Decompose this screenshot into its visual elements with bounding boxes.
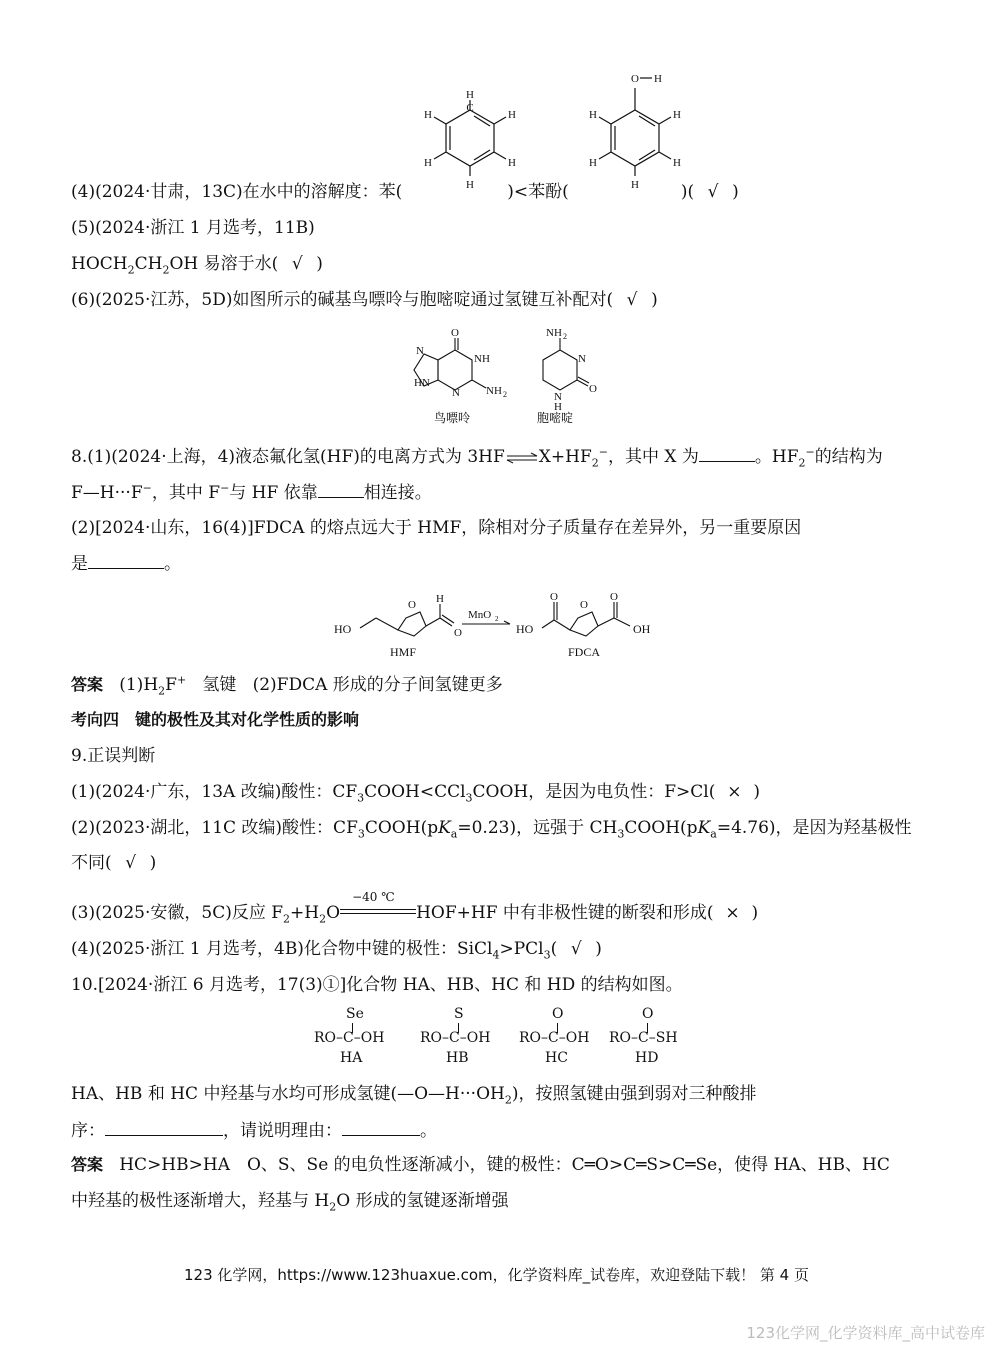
answer-2-l2-sub: 2: [329, 1200, 337, 1214]
q8-line4: [71, 552, 181, 575]
q9-l5-sub2: 3: [543, 948, 551, 962]
svg-text:H: H: [508, 109, 516, 121]
q6-close: ): [651, 290, 658, 310]
q6-mark: √: [626, 290, 638, 310]
hmf-o-ring: O: [408, 599, 416, 611]
q8-l1-b: X+HF: [538, 447, 592, 467]
fdca-label: FDCA: [568, 645, 601, 659]
q4-text: (4)(2024·甘肃，13C)在水中的溶解度：苯(: [71, 182, 403, 202]
fdca-oh: OH: [633, 622, 651, 636]
svg-text:N: N: [554, 391, 562, 403]
q9-line2: [71, 817, 912, 839]
q10-l3-c: 。: [420, 1121, 437, 1141]
q10-line2: [71, 1083, 756, 1105]
q8-l1-e: 的结构为: [814, 447, 883, 467]
q9-l4-mark: ×: [725, 903, 740, 923]
equilibrium-arrow: [505, 451, 539, 465]
q9-l2-ka: a: [450, 827, 458, 841]
svg-text:H: H: [466, 179, 474, 191]
q8-l4-b: 。: [164, 554, 181, 574]
q9-l4-sub1: 2: [283, 912, 291, 926]
acid-hb-name: HB: [446, 1050, 469, 1066]
acid-ha-c: C: [343, 1030, 354, 1046]
page-footer: 123 化学网，https://www.123huaxue.com，化学资料库_试卷库，欢迎登陆下载！ 第 4 页: [184, 1266, 809, 1284]
q4-line: [71, 181, 739, 203]
q8-blank-reason[interactable]: [88, 552, 164, 569]
q9-l3-close: ): [149, 853, 157, 873]
svg-text:N: N: [416, 345, 424, 357]
q9-l1-c: COOH，是因为电负性：F>Cl(: [472, 782, 716, 802]
reaction-condition: [340, 890, 416, 918]
acid-hb-c: C: [449, 1030, 460, 1046]
q5-formula-c: OH 易溶于水(: [169, 254, 279, 274]
q9-l5-close: ): [595, 939, 602, 959]
q5-sub-a: 2: [127, 263, 135, 277]
q8-blank-x[interactable]: [699, 445, 755, 462]
svg-text:H: H: [673, 109, 681, 121]
q9-line4: [71, 890, 759, 926]
acid-hd-top: O: [642, 1006, 654, 1022]
guanine-caption: 鸟嘌呤: [434, 411, 471, 425]
q9-l2-k: K: [438, 818, 451, 838]
q8-line3: [71, 517, 801, 539]
q8-l2-c: 与 HF 依靠: [229, 483, 318, 503]
svg-text:O: O: [451, 327, 459, 339]
q9-line3: [71, 852, 156, 874]
q9-l3-a: 不同(: [71, 853, 112, 873]
acid-hd-name: HD: [635, 1050, 659, 1066]
q5-sub-b: 2: [162, 263, 170, 277]
q9-title: 9.正误判断: [71, 746, 156, 766]
svg-text:H: H: [424, 157, 432, 169]
q10-l2-a: HA、HB 和 HC 中羟基与水均可形成氢键(—O—H···OH: [71, 1084, 505, 1104]
acid-hd: [607, 1006, 697, 1068]
fdca-ho: HO: [516, 622, 534, 636]
q9-l2-d: COOH(p: [624, 818, 698, 838]
hmf-label: HMF: [390, 645, 417, 659]
q10-l3-a: 序：: [71, 1121, 105, 1141]
q8-l2-b: ，其中 F: [151, 483, 221, 503]
cytosine-caption: 胞嘧啶: [537, 411, 574, 425]
acid-hc-c: C: [548, 1030, 559, 1046]
svg-text:N: N: [452, 387, 460, 399]
q9-l1-sub2: 3: [465, 791, 473, 805]
reaction-condition-text: −40 ℃: [352, 890, 395, 904]
q9-l5-a: (4)(2025·浙江 1 月选考，4B)化合物中键的极性：SiCl: [71, 939, 493, 959]
q10-blank-reason[interactable]: [342, 1119, 420, 1136]
acid-hd-left: RO: [609, 1030, 632, 1046]
svg-text:H: H: [673, 157, 681, 169]
base-pair-structures: [400, 322, 600, 430]
q9-line1: [71, 781, 760, 803]
answer-1-c: 氢键: [202, 675, 237, 695]
q9-line5: [71, 938, 602, 960]
q8-l2-d: 相连接。: [363, 483, 432, 503]
acid-ha-left: RO: [314, 1030, 337, 1046]
svg-text:NH: NH: [474, 353, 490, 365]
q4-close: ): [732, 182, 739, 202]
acid-hc-top: O: [552, 1006, 564, 1022]
acid-hb-top: S: [454, 1006, 464, 1022]
answer-1-a: (1)H: [119, 675, 159, 695]
svg-text:O: O: [550, 591, 558, 603]
acid-ha-chain: RO–C–OH: [314, 1030, 385, 1046]
answer-1-sup: +: [176, 673, 187, 687]
acid-hb-right: OH: [466, 1030, 491, 1046]
q8-l2-sup: −: [142, 481, 152, 495]
reagent-sub: 2: [495, 615, 499, 623]
answer-2-l1: HC>HB>HA O、S、Se 的电负性逐渐减小，键的极性：C═O>C═S>C═Se，使得 HA、HB、HC: [119, 1155, 890, 1175]
q8-line2: [71, 481, 432, 504]
q8-l3: (2)[2024·山东，16(4)]FDCA 的熔点远大于 HMF，除相对分子质量存在差异外，另一重要原因: [71, 518, 802, 538]
acid-hb: [418, 1006, 508, 1068]
q8-sup-minus: −: [598, 445, 608, 459]
q8-l2-a: F—H···F: [71, 483, 143, 503]
acid-hb-left: RO: [420, 1030, 443, 1046]
q8-l2-sup-b: −: [220, 481, 230, 495]
reagent-mno2: MnO: [468, 609, 492, 621]
q9-l2-k2: K: [697, 818, 711, 838]
answer-2-line2: [71, 1190, 509, 1212]
q9-l2-b: COOH(p: [364, 818, 439, 838]
svg-text:NH: NH: [546, 327, 562, 339]
q9-l1-b: COOH<CCl: [364, 782, 466, 802]
acid-hd-c: C: [638, 1030, 649, 1046]
q5-label: [71, 217, 315, 239]
answer-2-l2-a: 中羟基的极性逐渐增大，羟基与 H: [71, 1191, 330, 1211]
q6-line: [71, 289, 658, 311]
q10-l2-b: )，按照氢键由强到弱对三种酸排: [511, 1084, 757, 1104]
q9-l2-sub2: 3: [617, 827, 625, 841]
svg-text:H: H: [436, 593, 444, 605]
svg-text:O: O: [454, 627, 462, 639]
acid-ha: [312, 1006, 402, 1068]
q9-l2-sub1: 3: [357, 827, 365, 841]
q8-l1-d: 。HF: [754, 447, 799, 467]
q4-end: )(: [680, 182, 695, 202]
svg-text:H: H: [554, 401, 562, 413]
svg-text:O: O: [580, 599, 588, 611]
q10-l2-sub: 2: [504, 1093, 512, 1107]
q9-l4-c: O: [326, 903, 341, 923]
q4-mid: )<苯酚(: [507, 182, 569, 202]
q5-label-text: (5)(2024·浙江 1 月选考，11B): [71, 218, 315, 238]
q10-line3: [71, 1119, 437, 1142]
q5-formula-a: HOCH: [71, 254, 128, 274]
q9-l2-e: =4.76)，是因为羟基极性: [716, 818, 912, 838]
q9-l4-sub2: 2: [319, 912, 327, 926]
acid-hb-chain: RO–C–OH: [420, 1030, 491, 1046]
q5-formula-b: CH: [134, 254, 163, 274]
hmf-ho: HO: [334, 622, 352, 636]
svg-text:H: H: [508, 157, 516, 169]
svg-text:C: C: [466, 102, 474, 114]
acid-hc-left: RO: [519, 1030, 542, 1046]
q9-l1-mark: ×: [727, 782, 742, 802]
watermark: 123化学网_化学资料库_高中试卷库: [746, 1324, 985, 1342]
acid-ha-right: OH: [360, 1030, 385, 1046]
acid-hd-right: SH: [655, 1030, 678, 1046]
svg-text:O: O: [589, 383, 597, 395]
q9-l5-c: (: [550, 939, 558, 959]
q9-l5-b: >PCl: [499, 939, 544, 959]
svg-text:2: 2: [503, 390, 507, 399]
q4-mark: √: [707, 182, 719, 202]
svg-text:O: O: [631, 73, 639, 85]
acid-ha-top: Se: [346, 1006, 364, 1022]
q9-l2-c: =0.23)，远强于 CH: [457, 818, 618, 838]
svg-text:HN: HN: [414, 377, 430, 389]
q8-sub2-b: 2: [798, 456, 806, 470]
q9-l5-sub1: 4: [492, 948, 500, 962]
svg-text:H: H: [589, 109, 597, 121]
answer-2-l2-b: O 形成的氢键逐渐增强: [336, 1191, 509, 1211]
acid-hc-name: HC: [545, 1050, 568, 1066]
acid-structures: [312, 1006, 692, 1068]
q5-mark: √: [291, 254, 303, 274]
answer-2-label: 答案: [71, 1155, 104, 1174]
q10-l3-b: ，请说明理由：: [223, 1121, 342, 1141]
svg-text:2: 2: [563, 332, 567, 341]
answer-1: [71, 674, 503, 696]
svg-text:N: N: [578, 353, 586, 365]
svg-text:H: H: [631, 179, 639, 191]
answer-1-b: F: [165, 675, 177, 695]
q6-text: (6)(2025·江苏，5D)如图所示的碱基鸟嘌呤与胞嘧啶通过氢键互补配对(: [71, 290, 614, 310]
answer-1-d: (2)FDCA 形成的分子间氢键更多: [252, 675, 503, 695]
q8-l1-c: ，其中 X 为: [607, 447, 699, 467]
q8-blank-bond[interactable]: [318, 481, 364, 498]
hmf-fdca-reaction: [330, 584, 670, 664]
q5-line: [71, 253, 323, 275]
section-heading: 考向四 键的极性及其对化学性质的影响: [71, 710, 360, 729]
q9-l4-a: (3)(2025·安徽，5C)反应 F: [71, 903, 284, 923]
svg-text:H: H: [424, 109, 432, 121]
svg-text:H: H: [466, 89, 474, 101]
q9-l2-ka2: a: [710, 827, 717, 841]
q9-l2-a: (2)(2023·湖北，11C 改编)酸性：CF: [71, 818, 358, 838]
acid-hc: [517, 1006, 607, 1068]
q5-close: ): [316, 254, 323, 274]
q8-line1: [71, 445, 883, 468]
acid-ha-name: HA: [340, 1050, 363, 1066]
svg-text:H: H: [654, 73, 662, 85]
q8-l1-a: 8.(1)(2024·上海，4)液态氟化氢(HF)的电离方式为 3HF: [71, 447, 505, 467]
q9-l3-mark: √: [125, 853, 137, 873]
q9-l1-a: (1)(2024·广东，13A 改编)酸性：CF: [71, 782, 358, 802]
svg-text:NH: NH: [486, 385, 502, 397]
q9-l4-b: +H: [290, 903, 320, 923]
svg-text:H: H: [589, 157, 597, 169]
q10-blank-order[interactable]: [105, 1119, 223, 1136]
q9-l1-sub1: 3: [357, 791, 365, 805]
acid-hc-right: OH: [565, 1030, 590, 1046]
acid-hc-chain: RO–C–OH: [519, 1030, 590, 1046]
q9-l5-mark: √: [570, 939, 582, 959]
answer-2-line1: [71, 1154, 890, 1176]
q8-l4-a: 是: [71, 554, 88, 574]
q10-line1: 10.[2024·浙江 6 月选考，17(3)①]化合物 HA、HB、HC 和 HD 的结构如图。: [71, 975, 683, 995]
q9-l1-close: ): [753, 782, 761, 802]
q9-l4-d: HOF+HF 中有非极性键的断裂和形成(: [416, 903, 714, 923]
svg-text:O: O: [610, 591, 618, 603]
q9-l4-close: ): [751, 903, 759, 923]
answer-1-label: 答案: [71, 675, 104, 694]
acid-hd-chain: RO–C–SH: [609, 1030, 678, 1046]
q8-sub2: 2: [591, 456, 599, 470]
answer-1-sub: 2: [158, 684, 166, 698]
q8-sup-minus-b: −: [805, 445, 815, 459]
